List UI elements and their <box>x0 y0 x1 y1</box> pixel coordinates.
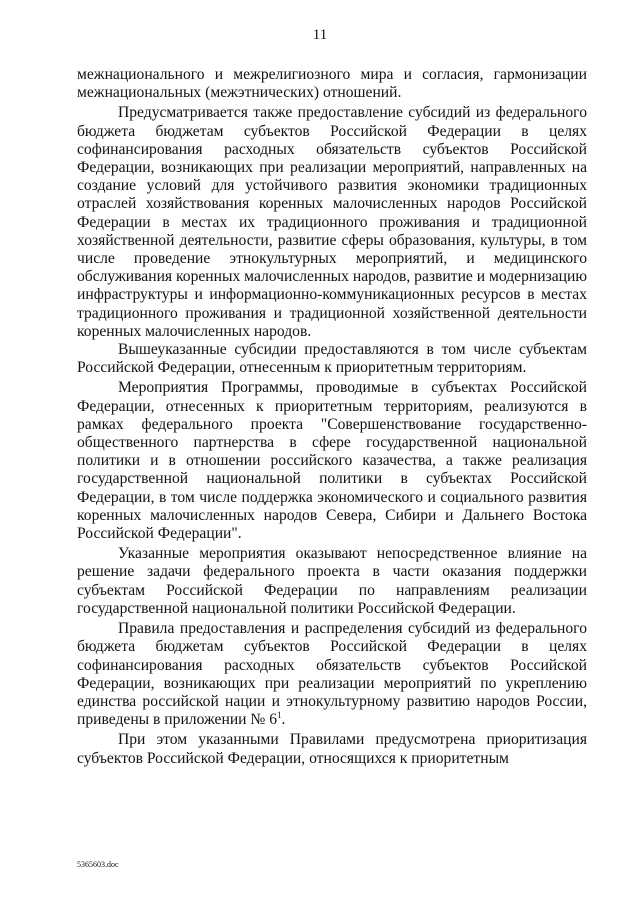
document-body <box>77 66 587 768</box>
paragraph-6-tail: . <box>281 711 286 729</box>
paragraph-6-text: Правила предоставления и распределения субсидий из федерального бюджета бюджетам субъектов Российской Федерации в целях софинансирования расходных обязательств субъектов Российской Федерации, возникающих при реализации мероприятий по укреплению единства российской нации и этнокультурному развитию народов России, приведены в приложении № 6 <box>77 620 587 729</box>
paragraph-3: Вышеуказанные субсидии предоставляются в том числе субъектам Российской Федерации, отнесенным к приоритетным территориям. <box>77 341 587 377</box>
paragraph-4: Мероприятия Программы, проводимые в субъектах Российской Федерации, отнесенных к приоритетным территориям, реализуются в рамках федерального проекта "Совершенствование государственно-общественного партнерства в сфере государственной национальной политики и в отношении российского казачества, а также реализация государственной национальной политики в субъектах Российской Федерации, в том числе поддержка экономического и социального развития коренных малочисленных народов Севера, Сибири и Дальнего Востока Российской Федерации". <box>77 379 587 543</box>
footer-filename: 5365603.doc <box>77 860 119 869</box>
paragraph-7: При этом указанными Правилами предусмотрена приоритизация субъектов Российской Федерации, относящихся к приоритетным <box>77 731 587 767</box>
appendix-superscript: 1 <box>277 709 282 720</box>
paragraph-2: Предусматривается также предоставление субсидий из федерального бюджета бюджетам субъектов Российской Федерации в целях софинансирования расходных обязательств субъектов Российской Федерации, возникающих при реализации мероприятий, направленных на создание условий для устойчивого развития экономики традиционных отраслей хозяйствования коренных малочисленных народов Российской Федерации в местах их традиционного проживания и традиционной хозяйственной деятельности, развитие сферы образования, культуры, в том числе проведение этнокультурных мероприятий, и медицинского обслуживания коренных малочисленных народов, развитие и модернизацию инфраструктуры и информационно-коммуникационных ресурсов в местах традиционного проживания и традиционной хозяйственной деятельности коренных малочисленных народов. <box>77 104 587 340</box>
paragraph-1: межнационального и межрелигиозного мира и согласия, гармонизации межнациональных (межэтнических) отношений. <box>77 66 587 102</box>
paragraph-5: Указанные мероприятия оказывают непосредственное влияние на решение задачи федерального проекта в части оказания поддержки субъектам Российской Федерации по направлениям реализации государственной национальной политики Российской Федерации. <box>77 545 587 617</box>
page-number: 11 <box>312 27 328 43</box>
paragraph-6 <box>77 620 587 729</box>
